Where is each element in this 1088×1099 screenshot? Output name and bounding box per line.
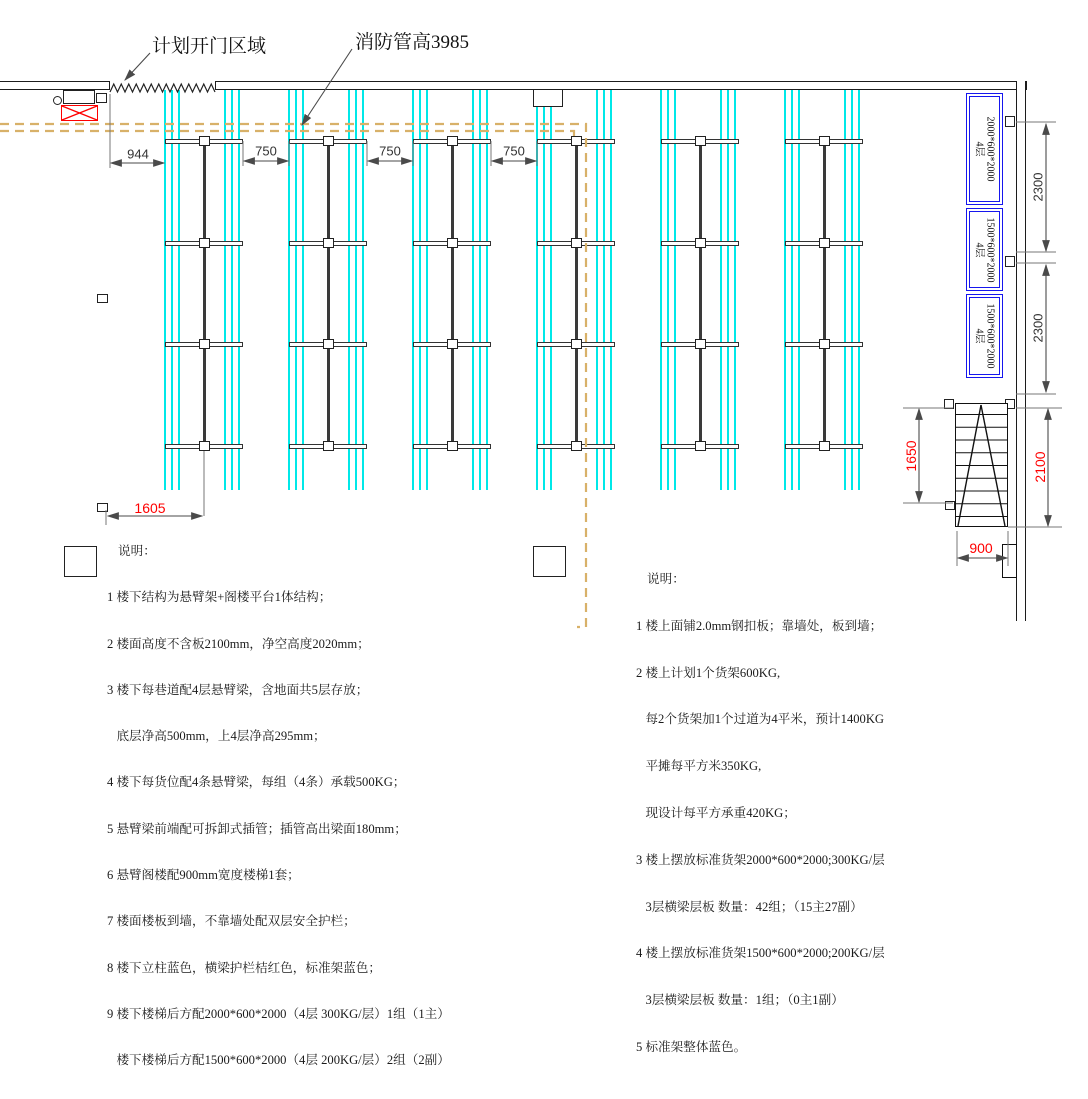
notes-line: 3层横梁层板 数量：1组；（0主1副）	[636, 993, 844, 1008]
notes-line: 3 楼下每巷道配4层悬臂梁，含地面共5层存放；	[107, 682, 369, 697]
rack-layers-label: 4层	[973, 328, 985, 344]
dim-750: 750	[503, 143, 525, 159]
notes-line: 2 楼上计划1个货架600KG,	[636, 665, 781, 680]
notes-line: 每2个货架加1个过道为4平米，预计1400KG	[636, 712, 885, 727]
rack-layers-label: 4层	[973, 141, 985, 157]
notes-line: 3 楼上摆放标准货架2000*600*2000;300KG/层	[636, 852, 885, 867]
notes-line: 底层净高500mm，上4层净高295mm；	[107, 729, 326, 744]
dim-1650: 1650	[903, 440, 919, 472]
fire-pipe-callout: 消防管高3985	[355, 32, 470, 53]
dim-900: 900	[969, 540, 993, 556]
notes-line: 7 楼面楼板到墙，不靠墙处配双层安全护栏；	[107, 914, 356, 929]
notes-line: 4 楼下每货位配4条悬臂梁，每组（4条）承载500KG；	[107, 775, 406, 790]
dim-2100: 2100	[1032, 451, 1048, 483]
rack-size-label: 1500*600*2000	[984, 217, 996, 282]
notes-line: 9 楼下楼梯后方配2000*600*2000（4层 300KG/层）1组（1主）	[107, 1006, 450, 1021]
notes-line: 5 标准架整体蓝色。	[636, 1039, 747, 1054]
notes-right-block	[636, 541, 885, 1086]
notes-line: 3层横梁层板 数量：42组；（15主27副）	[636, 899, 863, 914]
dim-944: 944	[127, 146, 149, 162]
crossed-box-x	[62, 106, 97, 120]
notes-line: 楼下楼梯后方配1500*600*2000（4层 200KG/层）2组（2副）	[107, 1053, 450, 1068]
notes-line: 5 悬臂梁前端配可拆卸式插管；插管高出梁面180mm；	[107, 821, 407, 836]
fire-pipe-leader	[302, 49, 352, 125]
rack-size-label: 1500*600*2000	[984, 303, 996, 369]
notes-line: 4 楼上摆放标准货架1500*600*2000;200KG/层	[636, 946, 885, 961]
notes-line: 8 楼下立柱蓝色，横梁护栏桔红色，标准架蓝色；	[107, 960, 381, 975]
notes-line: 平摊每平方米350KG,	[636, 759, 762, 774]
door-area-callout: 计划开门区域	[152, 36, 267, 57]
stair-treads	[956, 415, 1007, 517]
dim-750: 750	[255, 143, 277, 159]
notes-line: 1 楼下结构为悬臂架+阁楼平台1体结构；	[107, 590, 332, 605]
rack-layers-label: 4层	[973, 242, 985, 257]
door-opening-zigzag	[110, 84, 215, 92]
notes-line: 现设计每平方承重420KG；	[636, 805, 796, 820]
dim-750: 750	[379, 143, 401, 159]
door-area-leader	[125, 53, 150, 80]
notes-line: 1 楼上面铺2.0mm钢扣板；靠墙处，板到墙；	[636, 618, 883, 633]
dim-2300-bottom: 2300	[1030, 313, 1046, 343]
dim-2300-top: 2300	[1030, 172, 1046, 202]
notes-line: 2 楼面高度不含板2100mm，净空高度2020mm；	[107, 636, 370, 651]
fire-pipe-dashed-inner	[0, 131, 574, 142]
notes-left-title: 说明：	[118, 544, 156, 558]
dim-1605: 1605	[134, 500, 166, 516]
notes-left-block	[107, 513, 450, 1099]
notes-right-title: 说明：	[647, 572, 685, 586]
notes-line: 6 悬臂阁楼配900mm宽度楼梯1套；	[107, 868, 300, 883]
rack-size-label: 2000*600*2000	[984, 116, 996, 182]
